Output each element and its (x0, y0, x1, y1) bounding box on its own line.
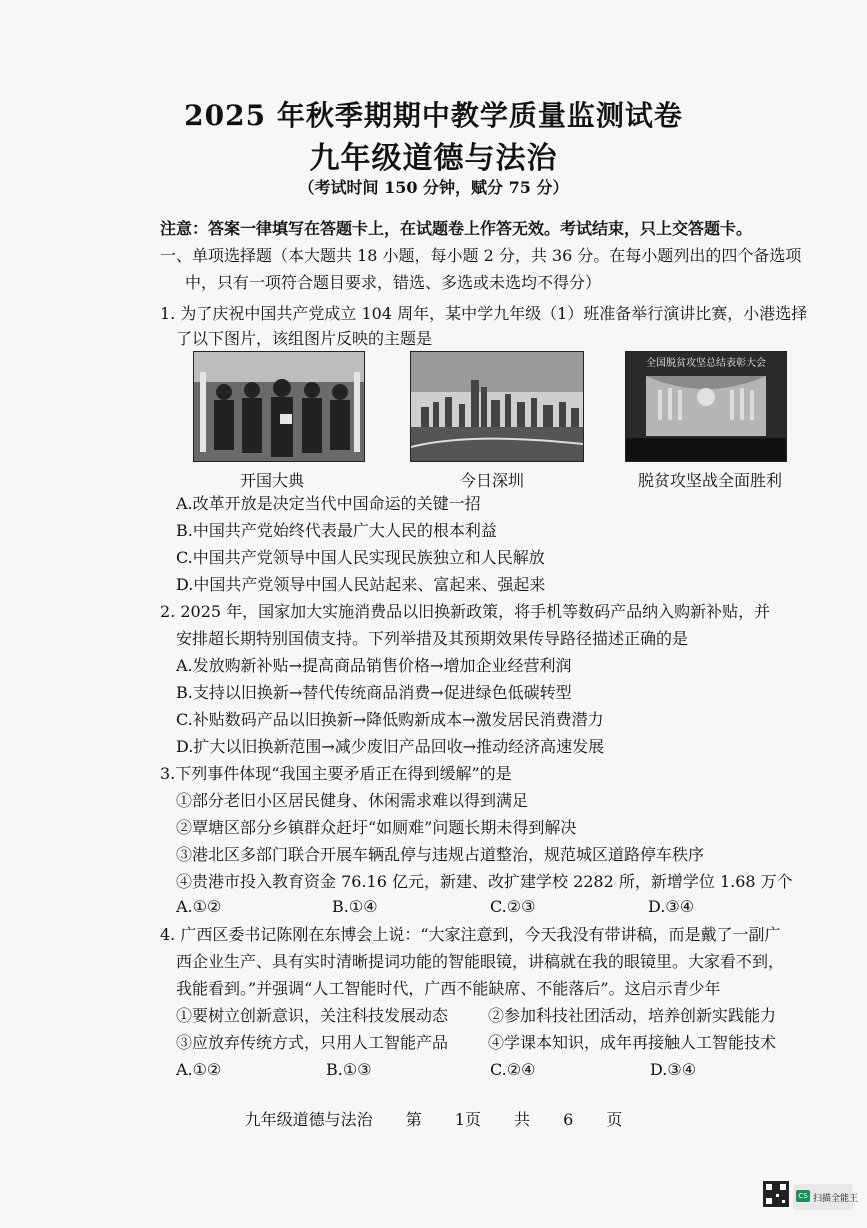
notice: 注意：答案一律填写在答题卡上，在试题卷上作答无效。考试结束，只上交答题卡。 (160, 219, 753, 238)
q4-option-d: D.③④ (650, 1060, 697, 1079)
q4-option-a: A.①② (176, 1060, 222, 1079)
q4-option-b: B.①③ (326, 1060, 372, 1079)
q1-stem-line2: 了以下图片，该组图片反映的主题是 (176, 329, 433, 348)
footer-page-number: 第 1页 (405, 1110, 481, 1129)
q3-item-4: ④贵港市投入教育资金 76.16 亿元，新建、改扩建学校 2282 所，新增学位 1.68 万个 (176, 872, 793, 891)
exam-title-line1: 2025 年秋季期期中教学质量监测试卷 (184, 99, 683, 132)
photo-caption-2: 今日深圳 (460, 471, 525, 490)
q3-item-2: ②覃塘区部分乡镇群众赶圩“如厕难”问题长期未得到解决 (176, 818, 577, 837)
q4-item-1: ①要树立创新意识，关注科技发展动态 (176, 1006, 449, 1025)
photo-banner-text: 全国脱贫攻坚总结表彰大会 (646, 358, 766, 369)
q4-stem-line2: 西企业生产、具有实时清晰提词功能的智能眼镜，讲稿就在我的眼镜里。大家看不到， (176, 952, 785, 971)
qr-code-icon (763, 1181, 789, 1207)
q4-option-c: C.②④ (490, 1060, 536, 1079)
q1-option-d: D.中国共产党领导中国人民站起来、富起来、强起来 (176, 575, 546, 594)
q4-item-2: ②参加科技社团活动，培养创新实践能力 (488, 1006, 777, 1025)
section1-heading-line2: 中，只有一项符合题目要求，错选、多选或未选均不得分） (185, 273, 602, 292)
q3-option-c: C.②③ (490, 897, 536, 916)
section1-heading-line1: 一、单项选择题（本大题共 18 小题，每小题 2 分，共 36 分。在每小题列出的四个备选项 (160, 246, 802, 265)
q1-option-b: B.中国共产党始终代表最广大人民的根本利益 (176, 521, 497, 540)
q3-stem: 3.下列事件体现“我国主要矛盾正在得到缓解”的是 (160, 764, 512, 783)
q3-item-1: ①部分老旧小区居民健身、休闲需求难以得到满足 (176, 791, 529, 810)
exam-title-line2: 九年级道德与法治 (309, 141, 558, 176)
q1-stem-line1: 1. 为了庆祝中国共产党成立 104 周年，某中学九年级（1）班准备举行演讲比赛，小港选择 (160, 304, 808, 323)
q2-option-b: B.支持以旧换新→替代传统商品消费→促进绿色低碳转型 (176, 683, 572, 702)
founding-ceremony-photo (193, 351, 365, 462)
page-footer (0, 1107, 867, 1130)
photo-caption-3: 脱贫攻坚战全面胜利 (638, 471, 783, 490)
q3-item-3: ③港北区多部门联合开展车辆乱停与违规占道整治，规范城区道路停车秩序 (176, 845, 705, 864)
q3-option-a: A.①② (176, 897, 222, 916)
q3-option-b: B.①④ (332, 897, 378, 916)
q2-option-d: D.扩大以旧换新范围→减少废旧产品回收→推动经济高速发展 (176, 737, 605, 756)
q4-item-3: ③应放弃传统方式，只用人工智能产品 (176, 1033, 449, 1052)
q1-option-a: A.改革开放是决定当代中国命运的关键一招 (176, 494, 481, 513)
photo-caption-1: 开国大典 (240, 471, 305, 490)
shenzhen-skyline-photo (410, 351, 584, 462)
q4-item-4: ④学课本知识，成年再接触人工智能技术 (488, 1033, 777, 1052)
footer-total-pages: 共 6 页 (514, 1110, 623, 1129)
q2-stem-line1: 2. 2025 年，国家加大实施消费品以旧换新政策，将手机等数码产品纳入购新补贴，并 (160, 602, 771, 621)
q2-option-c: C.补贴数码产品以旧换新→降低购新成本→激发居民消费潜力 (176, 710, 604, 729)
cs-scanner-logo-icon: CS (796, 1190, 810, 1202)
scanner-badge (793, 1184, 859, 1210)
exam-subtitle: （考试时间 150 分钟，赋分 75 分） (298, 178, 569, 197)
q2-option-a: A.发放购新补贴→提高商品销售价格→增加企业经营利润 (176, 656, 572, 675)
poverty-alleviation-conference-photo (625, 351, 787, 462)
q3-option-d: D.③④ (648, 897, 695, 916)
q1-option-c: C.中国共产党领导中国人民实现民族独立和人民解放 (176, 548, 545, 567)
q4-stem-line1: 4. 广西区委书记陈刚在东博会上说：“大家注意到，今天我没有带讲稿，而是戴了一副广 (160, 925, 781, 944)
scanner-badge-name: 扫描全能王 (813, 1194, 859, 1204)
footer-subject: 九年级道德与法治 (244, 1110, 373, 1129)
q2-stem-line2: 安排超长期特别国债支持。下列举措及其预期效果传导路径描述正确的是 (176, 629, 689, 648)
q4-stem-line3: 我能看到。”并强调“人工智能时代，广西不能缺席、不能落后”。这启示青少年 (176, 979, 721, 998)
